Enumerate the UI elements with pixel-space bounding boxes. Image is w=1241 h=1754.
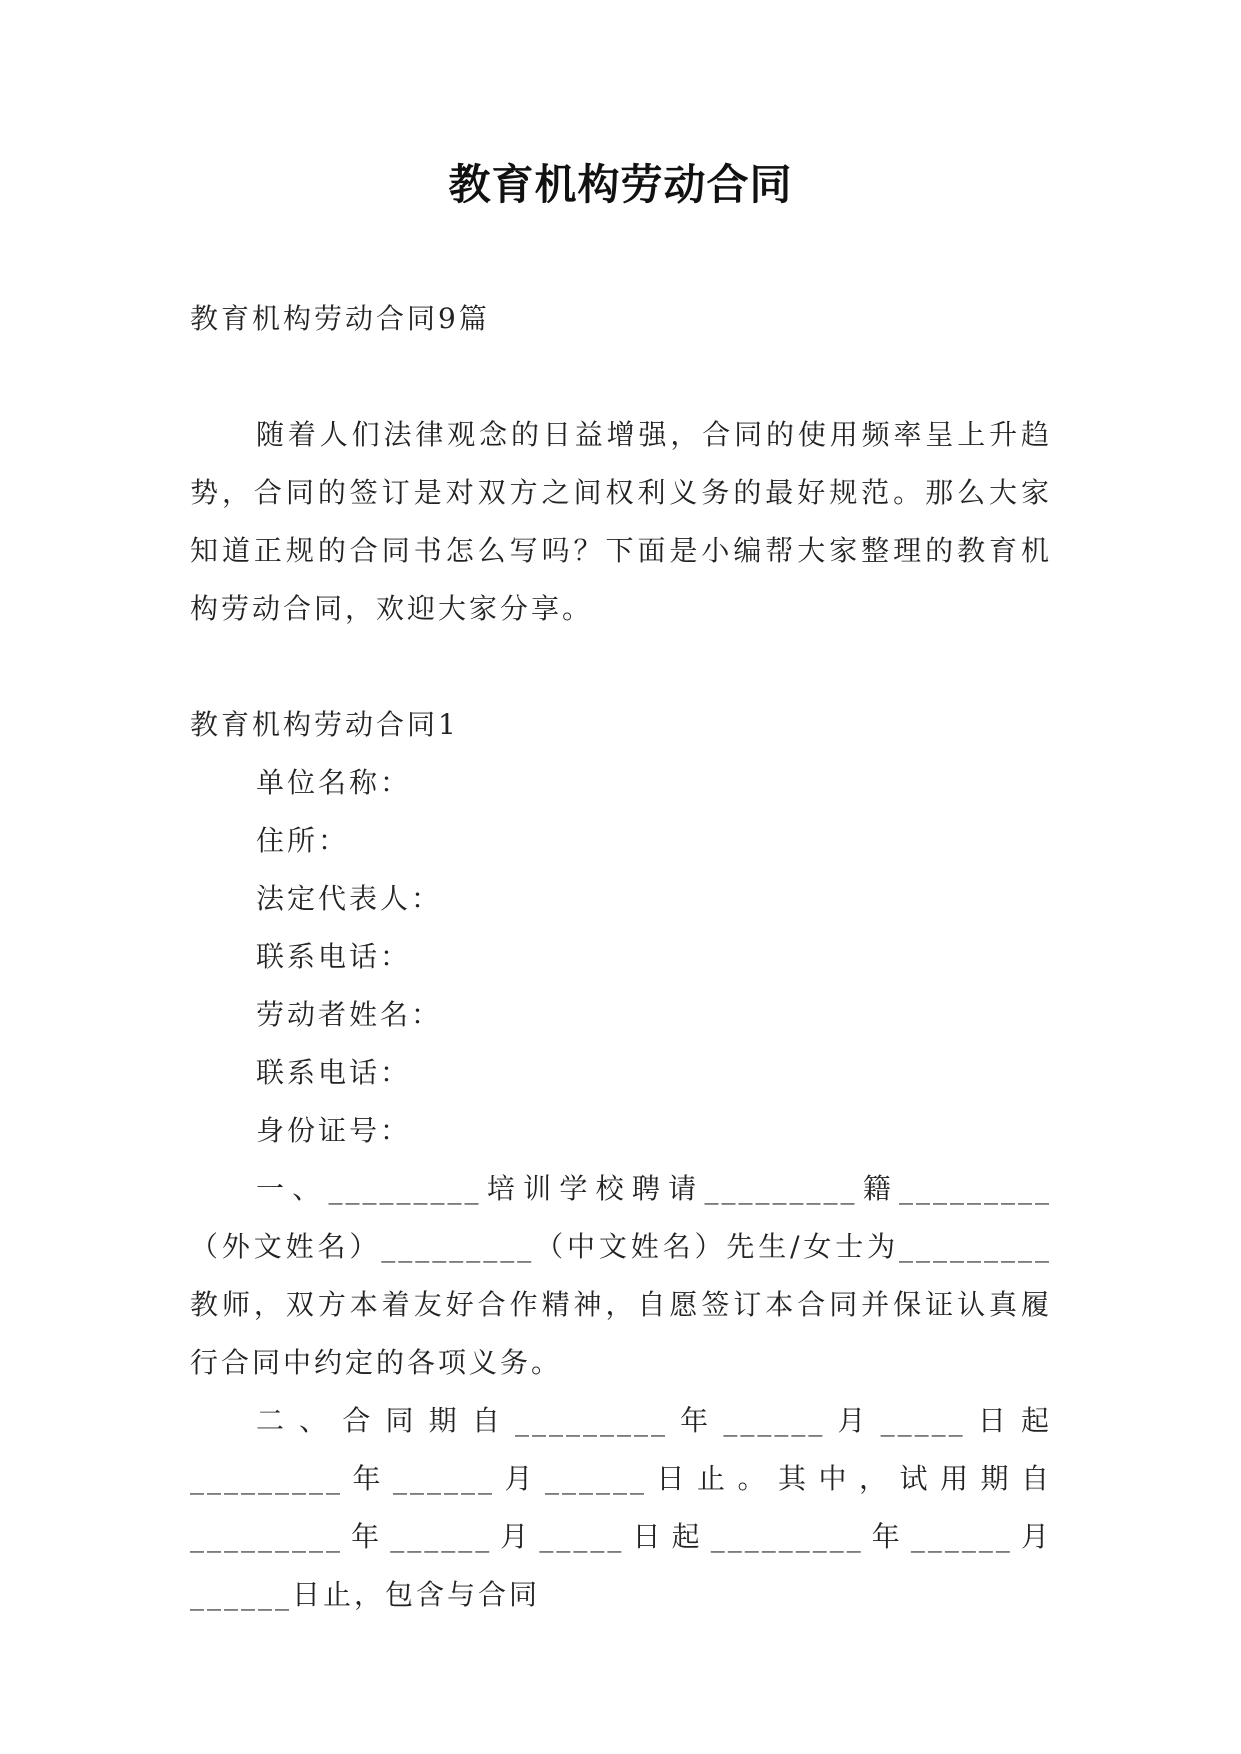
document-subtitle: 教育机构劳动合同9篇: [190, 302, 490, 335]
field-id-number: 身份证号：: [256, 1114, 412, 1147]
intro-paragraph: 随着人们法律观念的日益增强，合同的使用频率呈上升趋势，合同的签订是对双方之间权利义务的最好规范。那么大家知道正规的合同书怎么写吗？下面是小编帮大家整理的教育机构劳动合同，欢迎大家分享。: [190, 418, 1052, 625]
field-employer-phone: 联系电话：: [256, 940, 412, 973]
spacer: [190, 638, 1052, 696]
field-worker-name: 劳动者姓名：: [256, 998, 443, 1031]
document-body: [190, 290, 1052, 1624]
document-title: 教育机构劳动合同: [448, 160, 793, 209]
field-legal-representative: 法定代表人：: [256, 882, 443, 915]
section-heading: 教育机构劳动合同1: [190, 708, 459, 741]
field-worker-phone: 联系电话：: [256, 1056, 412, 1089]
field-unit-name: 单位名称：: [256, 766, 412, 799]
clause-1: 一、_________培训学校聘请_________籍_________（外文姓名）_________（中文姓名）先生/女士为_________教师，双方本着友好合作精神，自愿签订本合同并保证认真履行合同中约定的各项义务。: [190, 1172, 1052, 1379]
spacer: [190, 348, 1052, 406]
clause-2: 二、合同期自_________年______月_____日起_________年______月______日止。其中，试用期自_________年______月_____日起_________年______月______日止，包含与合同: [190, 1404, 1052, 1611]
field-address: 住所：: [256, 824, 350, 857]
